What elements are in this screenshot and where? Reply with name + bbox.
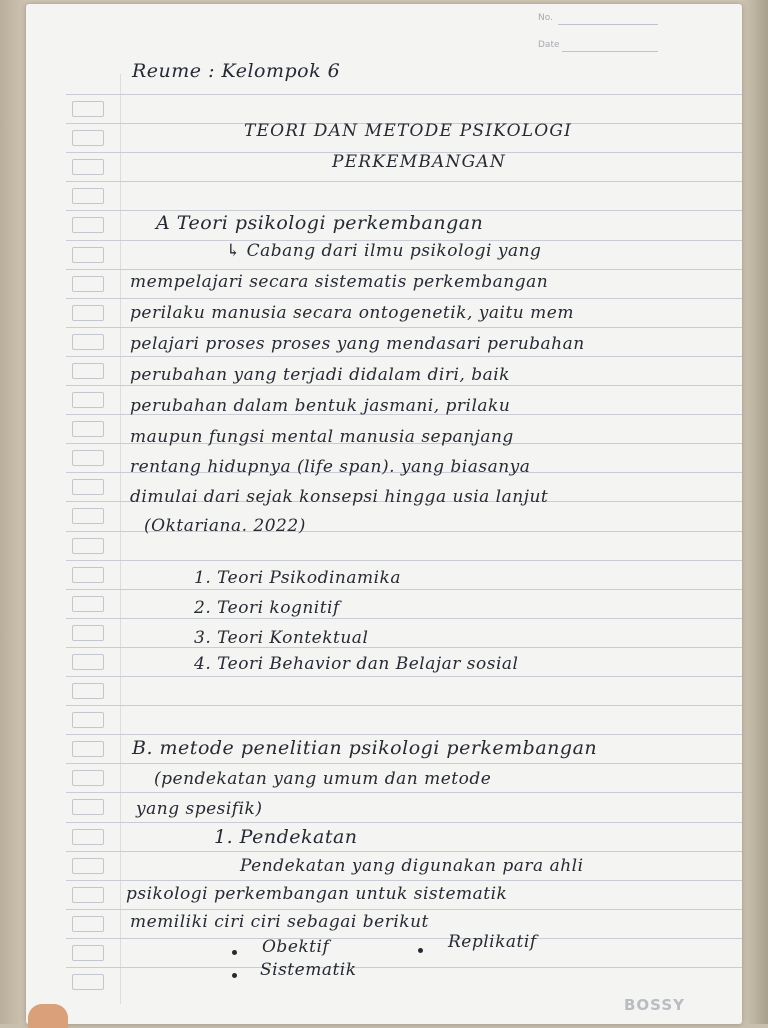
ruled-line <box>66 327 742 328</box>
margin-box <box>72 450 104 466</box>
theory-list-item: 2. Teori kognitif <box>194 598 340 618</box>
margin-box <box>72 712 104 728</box>
notebook-page <box>26 4 742 1024</box>
no-line <box>558 24 658 25</box>
margin-box <box>72 829 104 845</box>
subsection-heading: 1. Pendekatan <box>214 826 358 848</box>
bullet-dot <box>232 973 237 978</box>
section-a-line: mempelajari secara sistematis perkembangan <box>130 272 549 292</box>
theory-list-item: 3. Teori Kontektual <box>194 628 369 648</box>
section-a-line: perubahan dalam bentuk jasmani, prilaku <box>130 396 511 416</box>
margin-box <box>72 770 104 786</box>
margin-box <box>72 654 104 670</box>
ruled-line <box>66 647 742 648</box>
margin-box <box>72 363 104 379</box>
ruled-line <box>66 734 742 735</box>
margin-box <box>72 538 104 554</box>
ruled-line <box>66 822 742 823</box>
margin-box <box>72 887 104 903</box>
date-label: Date <box>538 40 560 50</box>
ruled-line <box>66 269 742 270</box>
section-a-line: perilaku manusia secara ontogenetik, yaitu mem <box>130 303 574 323</box>
bullet-dot <box>232 950 237 955</box>
ruled-line <box>66 181 742 182</box>
section-a-heading: A Teori psikologi perkembangan <box>156 212 484 234</box>
ruled-line <box>66 763 742 764</box>
characteristic-item: Replikatif <box>448 932 537 952</box>
theory-list-item: 1. Teori Psikodinamika <box>194 568 401 588</box>
ruled-line <box>66 676 742 677</box>
notebook-brand-logo: BOSSY <box>624 996 685 1014</box>
margin-box <box>72 567 104 583</box>
section-a-line: (Oktariana. 2022) <box>144 516 306 536</box>
date-line <box>562 51 658 52</box>
margin-box <box>72 276 104 292</box>
margin-box <box>72 421 104 437</box>
subsection-line: memiliki ciri ciri sebagai berikut <box>130 912 429 932</box>
section-b-heading: B. metode penelitian psikologi perkembangan <box>132 737 598 759</box>
ruled-line <box>66 792 742 793</box>
section-b-line: yang spesifik) <box>136 799 263 819</box>
subsection-line: Pendekatan yang digunakan para ahli <box>240 856 584 876</box>
margin-box <box>72 188 104 204</box>
margin-box <box>72 159 104 175</box>
ruled-line <box>66 385 742 386</box>
bullet-dot <box>418 948 423 953</box>
section-a-line: ↳ Cabang dari ilmu psikologi yang <box>226 241 542 261</box>
section-a-line: maupun fungsi mental manusia sepanjang <box>130 427 514 447</box>
ruled-line <box>66 298 742 299</box>
margin-box <box>72 916 104 932</box>
ruled-line <box>66 560 742 561</box>
margin-box <box>72 858 104 874</box>
characteristic-item: Obektif <box>262 937 330 957</box>
margin-box <box>72 479 104 495</box>
ruled-line <box>66 618 742 619</box>
ruled-line <box>66 967 742 968</box>
margin-box <box>72 305 104 321</box>
margin-line <box>120 74 121 1004</box>
margin-box <box>72 217 104 233</box>
margin-box <box>72 945 104 961</box>
margin-box <box>72 625 104 641</box>
ruled-line <box>66 94 742 95</box>
section-a-line: rentang hidupnya (life span). yang biasanya <box>130 457 531 477</box>
thumb <box>28 1004 68 1028</box>
margin-box <box>72 974 104 990</box>
ruled-line <box>66 589 742 590</box>
margin-box <box>72 334 104 350</box>
ruled-line <box>66 880 742 881</box>
margin-box <box>72 596 104 612</box>
section-b-line: (pendekatan yang umum dan metode <box>154 769 492 789</box>
notes-heading: Reume : Kelompok 6 <box>132 60 341 82</box>
margin-box <box>72 683 104 699</box>
title-line-2: PERKEMBANGAN <box>332 152 506 172</box>
margin-box <box>72 508 104 524</box>
section-a-line: perubahan yang terjadi didalam diri, baik <box>130 365 510 385</box>
no-label: No. <box>538 13 553 23</box>
theory-list-item: 4. Teori Behavior dan Belajar sosial <box>194 654 519 674</box>
margin-box <box>72 247 104 263</box>
subsection-line: psikologi perkembangan untuk sistematik <box>126 884 508 904</box>
ruled-line <box>66 909 742 910</box>
margin-box <box>72 130 104 146</box>
ruled-line <box>66 938 742 939</box>
ruled-line <box>66 210 742 211</box>
margin-box <box>72 741 104 757</box>
ruled-line <box>66 851 742 852</box>
margin-box <box>72 799 104 815</box>
margin-box <box>72 392 104 408</box>
margin-box <box>72 101 104 117</box>
ruled-line <box>66 356 742 357</box>
section-a-line: dimulai dari sejak konsepsi hingga usia lanjut <box>130 487 549 507</box>
title-line-1: TEORI DAN METODE PSIKOLOGI <box>244 121 573 141</box>
ruled-line <box>66 705 742 706</box>
section-a-line: pelajari proses proses yang mendasari perubahan <box>130 334 585 354</box>
characteristic-item: Sistematik <box>260 960 357 980</box>
